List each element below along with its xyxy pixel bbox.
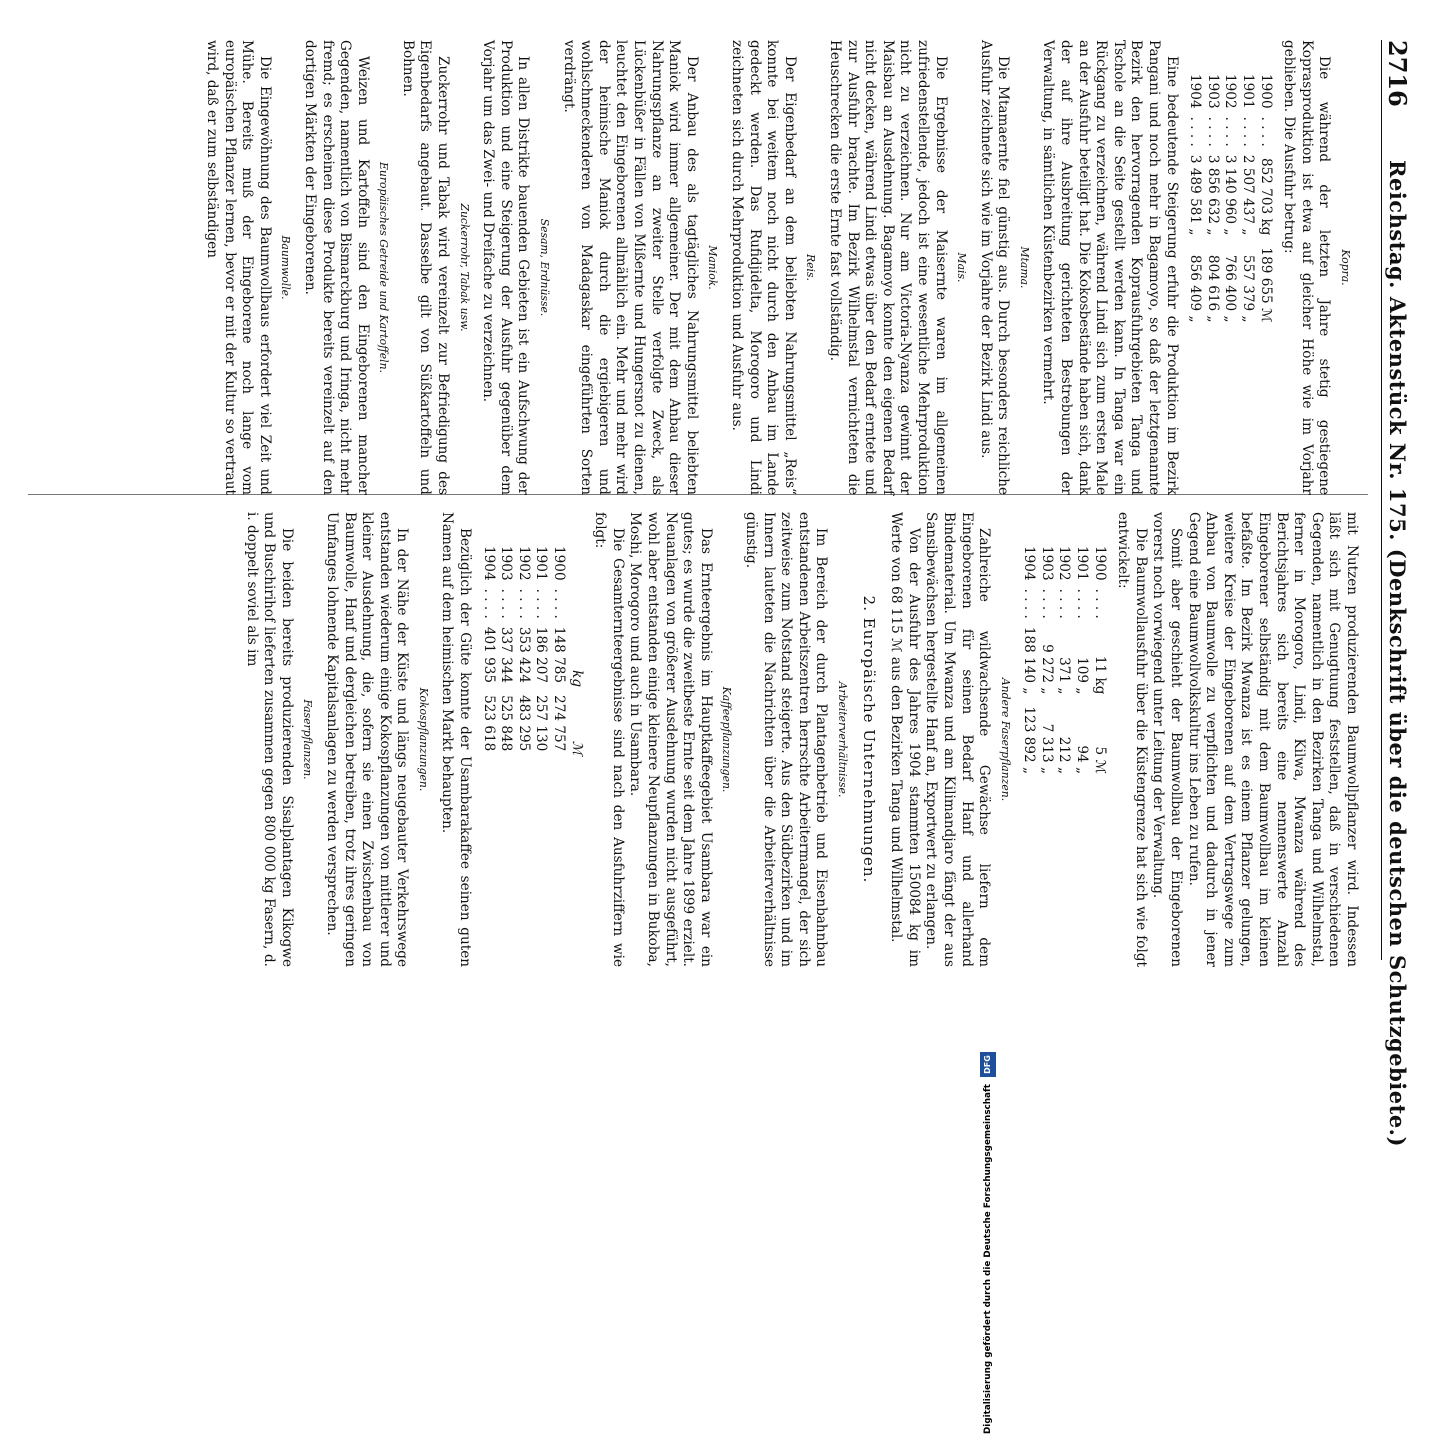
paragraph: mit Nutzen produzierenden Baumwollpflanzer wird. Indessen läßt sich mit Genugtuung feststellen, daß in verschiedenen Gegenden, namentlich in den Bezirken Tanga und Wilhelmstal, ferner in Morogoro, Lindi, Kilwa, Mwanza während des Berichtsjahres sich bereits eine nennenswerte Anzahl Eingeborener selbständig mit dem Baumwollbau im kleinen befaßte. Im Bezirk Mwanza ist es einem Pflanzer gelungen, weitere Kreise der Eingeborenen auf dem Vertragswege zum Anbau von Baumwolle zu verpflichten und dadurch in jener Gegend eine Baumwollvolkskultur ins Leben zu rufen. [1185,512,1360,967]
paragraph: Die beiden bereits produzierenden Sisalplantagen Kikogwe und Buschirihof lieferten zusammen gegen 800 000 kg Fasern, d. i. doppelt soviel als im [243,512,295,967]
leader-cell: . . . . [515,588,532,619]
kg-cell: 188 140 „ [1021,626,1038,695]
paragraph: Die Eingewöhnung des Baumwollbaus erfordert viel Zeit und Mühe. Bereits muß der Eingeborene noch lange vom europäischen Pflanzer lernen, bevor er mit der Kultur so vertraut wird, daß er zum selbständigen [203,40,273,495]
paragraph: In der Nähe der Küste und längs neugebauter Verkehrswege entstanden wiederum einige Kokospflanzungen von mittlerer und kleiner Ausdehnung, die, sofern sie einen Zwischenbau von Baumwolle, Hanf und dergleichen betreiben, trotz ihres geringen Umfanges lohnende Kapitalsanlagen zu werden versprechen. [323,512,411,967]
left-column [202,40,1360,495]
paragraph: Weizen und Kartoffeln sind den Eingeborenen mancher Gegenden, namentlich von Bismarckburg und Iringa, nicht mehr fremd; es erscheinen diese Produkte bereits vereinzelt auf den dortigen Märkten der Eingeborenen. [301,40,371,495]
unit-mark: ℳ [568,740,585,756]
paragraph: In allen Distrikte bauenden Gebieten ist ein Aufschwung der Produktion und eine Steigerung der Ausfuhr gegenüber dem Vorjahr um das Zwei- und Dreifache zu verzeichnen. [480,40,532,495]
paragraph: Zahlreiche wildwachsende Gewächse liefern dem Eingeborenen für seinen Bedarf Hanf und allerhand Bindematerial. Um Mwanza und am Kilimandjaro fängt der aus Sansibewächsen hergestellte Hanf an, Exportwert zu erlangen. [923,512,993,967]
leader-cell: . . . . [1240,116,1257,147]
section-heading-arbeiter: Arbeiterverhältnisse. [835,681,849,798]
credit-text: Digitalisierung gefördert durch die Deutsche Forschungsgemeinschaft [983,1083,993,1434]
table-row [1186,74,1204,335]
paragraph: Bezüglich der Güte konnte der Usambarakaffee seinen guten Namen auf dem heimischen Markt behaupten. [439,512,474,967]
kaffee-table [479,546,585,763]
paragraph: Von der Ausfuhr des Jahres 1904 stammten 150084 kg im Werte von 68 115 ℳ aus den Bezirken Tanga und Wilhelmstal. [888,512,922,967]
kg-cell: 401 935 [480,626,497,684]
paragraph: Die Ergebnisse der Maisernte waren im allgemeinen zufriedenstellende, jedoch ist eine wesentliche Mehrproduktion nicht zu verzeichnen. Nur am Victoria-Nyanza gewinnt der Maisbau an Ausdehnung. Bagamoyo konnte den eigenen Bedarf nicht decken, während Lindi etwas über den Bedarf erntete und zur Ausfuhr brachte. Im Bezirk Wilhelmstal vernichteten die Heuschrecken die erste Ernte fast vollständig. [826,40,949,495]
paragraph: Der Eigenbedarf an dem beliebten Nahrungsmittel „Reis“ konnte bei weitem noch nicht durch den Anbau im Lande gedeckt werden. Das Rufidjidelta, Morogoro und Lindi zeichneten sich durch Mehrproduktion und Ausfuhr aus. [729,40,798,495]
year-cell: 1904 [480,546,497,581]
table-row [532,546,550,763]
paragraph: Somit aber geschieht der Baumwollbau der Eingeborenen vorerst noch vorwiegend unter Leitung der Verwaltung. [1150,512,1185,967]
table-row [1238,74,1256,335]
kg-cell: 3 856 632 „ [1204,154,1221,236]
section-heading-sesam: Sesam, Erdnüsse. [538,218,552,317]
section-heading-kopra: Kopra. [1339,249,1352,286]
leader-cell: . . . . [1074,588,1091,619]
year-cell: 1903 [498,546,515,581]
year-cell: 1904 [1187,74,1204,109]
year-cell: 1902 [1222,74,1239,109]
table-row [497,546,515,763]
leader-cell: . . . . [1021,588,1038,619]
paragraph: Das Ernteergebnis im Hauptkaffeegebiet Usambara war ein gutes; es wurde die zweitbeste Ernte seit dem Jahre 1899 erzielt. Neuanlagen von größerer Ausdehnung wurden nicht ausgeführt, wohl aber entstanden einige kleinere Neupflanzungen in Bukoba, Moshi, Morogoro und auch in Usambara. [627,512,714,967]
year-cell: 1901 [1240,74,1257,109]
table-row [1090,546,1108,786]
value-cell: 212 „ [1056,736,1073,775]
header-title: Reichstag. Aktenstück Nr. 175. (Denkschrift über die deutschen Schutzgebiete.) [1385,160,1410,1147]
kg-cell: 852 703 kg [1257,157,1274,236]
value-cell: 257 130 [533,695,550,752]
paragraph: Im Bereich der durch Plantagenbetrieb und Eisenbahnbau entstandenen Arbeitszentren herrschte Arbeitermangel, der sich zeitweise zum Notstand steigerte. Aus den Südbezirken und im Innern lauteten die Nachrichten über die Arbeiterverhältnisse günstig. [743,512,830,967]
table-row [514,546,532,763]
section-heading-getreide: Europäisches Getreide und Kartoffeln. [377,162,391,373]
kg-cell: 109 „ [1074,657,1091,695]
paragraph: Zuckerrohr und Tabak wird vereinzelt zur Befriedigung des Eigenbedarfs angebaut. Dasselbe gilt von Süßkartoffeln und Bohnen. [399,40,452,495]
value-cell: 483 295 [515,695,532,752]
kg-cell: 9 272 „ [1038,644,1055,695]
kg-cell: 11 kg [1091,655,1108,695]
leader-cell: . . . . [1257,116,1274,147]
value-cell: 274 757 [551,695,568,752]
table-row [1203,74,1221,335]
leader-cell: . . . . [1204,116,1221,147]
leader-cell: . . . . [1056,588,1073,619]
kg-cell: 371 „ [1056,657,1073,695]
value-cell: 5 ℳ [1091,746,1108,775]
section-heading-mais: Mais. [955,252,969,283]
kg-cell: 3 140 960 „ [1222,154,1239,236]
value-cell: 94 „ [1074,745,1091,775]
table-row [1055,546,1073,786]
kg-cell: 186 207 [533,626,550,684]
leader-cell: . . . . [1187,116,1204,147]
year-cell: 1900 [1257,74,1274,109]
right-column [242,512,1360,967]
value-cell: 766 400 „ [1222,254,1239,323]
year-cell: 1902 [1056,546,1073,581]
table-row [1073,546,1091,786]
section-heading-reis: Reis. [804,254,818,281]
section-heading-kaffee: Kaffeepflanzungen. [720,686,734,793]
section-heading-maniok: Maniok. [706,245,720,290]
leader-cell: . . . . [1091,588,1108,619]
value-cell: 189 655 ℳ [1257,247,1274,323]
paragraph: Die Gesamternteergebnisse sind nach den Ausfuhrziffern wie folgt: [592,512,626,967]
table-row [479,546,497,763]
value-cell: 7 313 „ [1038,723,1055,775]
kg-cell: 3 489 581 „ [1187,154,1204,236]
value-cell: 525 848 [498,695,515,752]
section-heading-baumwolle: Baumwolle. [279,235,293,300]
digitization-credit [980,0,996,1434]
section-heading-zucker: Zuckerrohr, Tabak usw. [457,203,471,332]
paragraph: Die während der letzten Jahre stetig gestiegene Koprasproduktion ist etwa auf gleicher Höhe wie im Vorjahr geblieben. Die Ausfuhr betrug: [1281,40,1333,495]
kg-cell: 2 507 437 „ [1240,154,1257,236]
table-row [1037,546,1055,786]
section-heading-faserpflanzen: Faserpflanzen. [301,699,315,780]
value-cell: 523 618 [480,695,497,752]
leader-cell: . . . . [480,588,497,619]
page-header [1381,40,1412,1147]
paragraph: Die Mtamaernte fiel günstig aus. Durch besonders reichliche Ausfuhr zeichnete sich wie im Vorjahre der Bezirk Lindi aus. [977,40,1012,495]
value-cell: 557 379 „ [1240,254,1257,323]
year-cell: 1900 [551,546,568,581]
paragraph: Eine bedeutende Steigerung erfuhr die Produktion im Bezirk Pangani und noch mehr in Bagamoyo, so daß der letztgenannte Bezirk den hervorragenden Koprausfuhrgebieten Tanga und Tschole an die Seite gestellt werden kann. In Tanga war ein Rückgang zu verzeichnen, während Lindi sich zum ersten Male an der Ausfuhr beteiligt hat. Die Kokosbestände haben sich, dank der auf ihre Ausbreitung gerichteten Bestrebungen der Verwaltung, in sämtlichen Küstenbezirken vermehrt. [1040,40,1180,495]
table-row [1221,74,1239,335]
section-heading-kokos: Kokospflanzungen. [416,687,430,792]
year-cell: 1902 [515,546,532,581]
value-cell: 123 892 „ [1021,706,1038,775]
section-heading-faser: Andere Faserpflanzen. [998,677,1012,802]
table-row [1256,74,1274,335]
year-cell: 1901 [533,546,550,581]
value-cell: 856 409 „ [1187,254,1204,323]
unit-kg: kg [568,670,585,688]
year-cell: 1904 [1021,546,1038,581]
page-number: 2716 [1383,40,1412,107]
paragraph: Die Baumwollausfuhr über die Küstengrenze hat sich wie folgt entwickelt: [1115,512,1149,967]
leader-cell: . . . . [1222,116,1239,147]
section-heading-mtama: Mtama. [1017,246,1031,289]
leader-cell: . . . . [551,588,568,619]
leader-cell: . . . . [498,588,515,619]
table-row [549,546,567,763]
leader-cell: . . . . [533,588,550,619]
leader-cell: . . . . [1038,588,1055,619]
value-cell: 804 616 „ [1204,254,1221,323]
year-cell: 1903 [1038,546,1055,581]
year-cell: 1903 [1204,74,1221,109]
kopra-table [1186,74,1274,335]
table-row [1020,546,1038,786]
paragraph: Der Anbau des als tagtägliches Nahrungsmittel beliebten Maniok wird immer allgemeiner. Der mit dem Anbau dieser Nahrungspflanze an zweiter Stelle verfolgte Zweck, als Lückenbüßer in Fällen von Mißernte und Hungersnot zu dienen, leuchtet den Eingeborenen allmählich ein. Mehr und mehr wird der heimische Maniok durch die ergiebigeren und wohlschmeckenderen von Madagaskar eingeführten Sorten verdrängt. [560,40,700,495]
year-cell: 1900 [1091,546,1108,581]
kg-cell: 353 424 [515,626,532,684]
kg-cell: 337 344 [498,626,515,684]
kg-cell: 148 785 [551,626,568,684]
section-title: 2. Europäische Unternehmungen. [859,595,878,884]
year-cell: 1901 [1074,546,1091,581]
dfg-logo: DFG [980,1052,996,1077]
baumwolle-table [1020,546,1108,786]
